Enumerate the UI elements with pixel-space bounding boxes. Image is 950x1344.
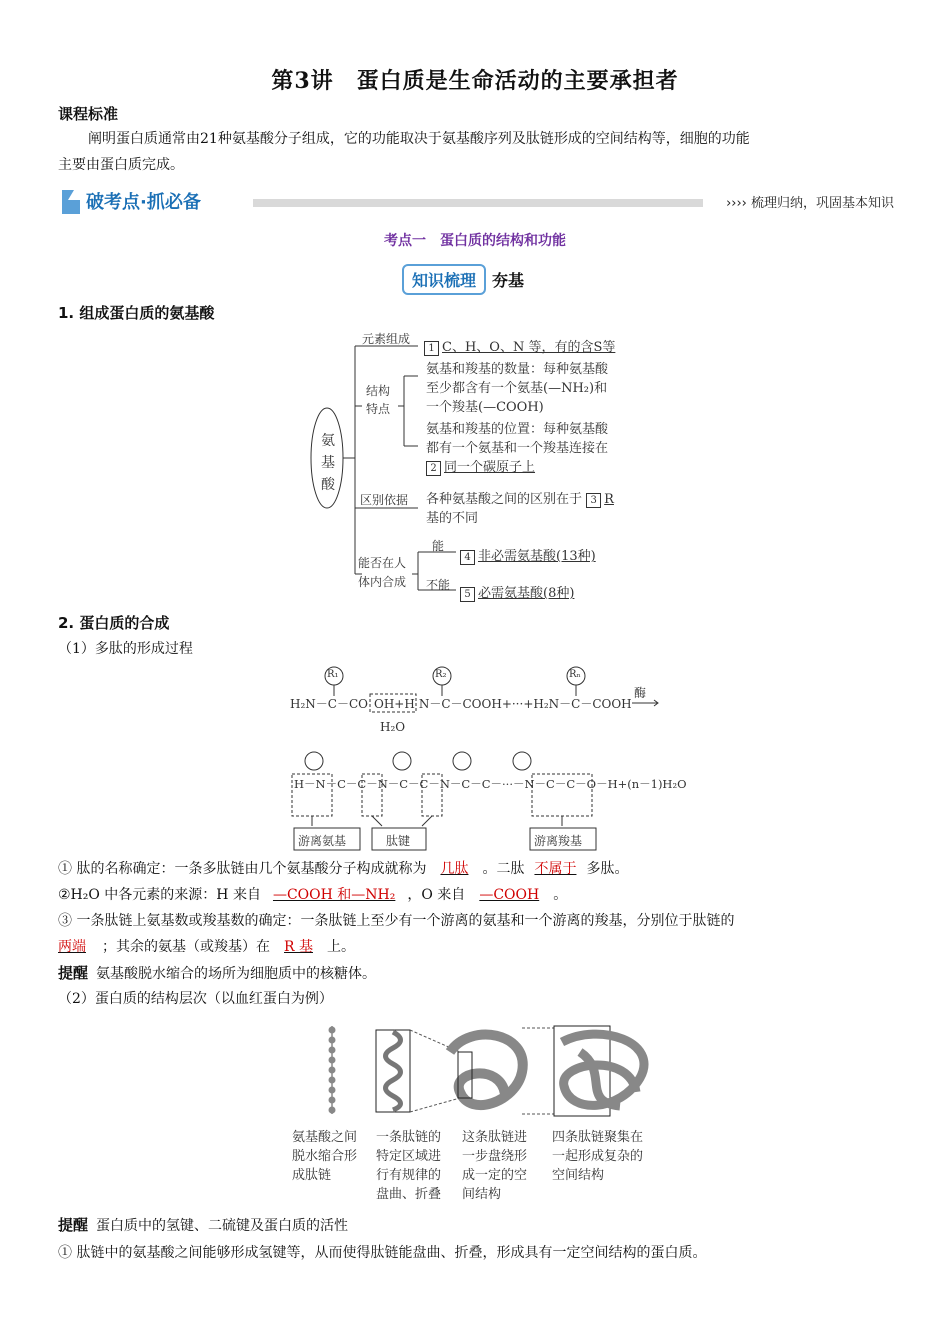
map-b4-item1: 4 非必需氨基酸(13种) [460, 545, 596, 565]
r1-label: R₁ [327, 669, 339, 680]
map-b2: 结构 特点 [366, 384, 391, 416]
map-can: 能 [432, 539, 445, 553]
peptide-diagram [286, 664, 687, 856]
map-b3-item: 各种氨基酸之间的区别在于 3 R 基的不同 [426, 492, 614, 526]
banner-stripe [253, 199, 703, 207]
banner-right-text: ›››› 梳理归纳，巩固基本知识 [726, 196, 894, 211]
map-b4: 能否在人 体内合成 [358, 556, 407, 589]
map-b2-item1: 氨基和羧基的数量：每种氨基酸 至少都含有一个氨基(—NH₂)和 一个羧基(—COOH) [426, 362, 609, 415]
enzyme-label: 酶 [634, 686, 647, 700]
free-amino-label: 游离氨基 [298, 834, 347, 848]
tip2-point1: ① 肽链中的氨基酸之间能够形成氢键等，从而使得肽链能盘曲、折叠，形成具有一定空间结构的蛋白质。 [58, 1245, 707, 1261]
course-standard-heading: 课程标准 [58, 105, 119, 123]
banner-corner-icon [58, 186, 86, 218]
caption-3: 这条肽链进 一步盘绕形 成一定的空 间结构 [462, 1130, 528, 1202]
map-b1: 元素组成 [362, 332, 411, 346]
peptide-chain: H－N－C－C－N－C－C－N－C－C－···－N－C－C－O－H+(n－1)H₂O [294, 777, 687, 791]
map-cannot: 不能 [426, 578, 451, 592]
peptide-bond-label: 肽键 [386, 834, 411, 848]
tip2: 提醒 蛋白质中的氢键、二硫键及蛋白质的活性 [58, 1216, 349, 1234]
water-label: H₂O [380, 720, 406, 734]
caption-4: 四条肽链聚集在 一起形成复杂的 空间结构 [552, 1130, 644, 1183]
sec2-heading: 2. 蛋白质的合成 [58, 614, 170, 632]
course-standard-line1: 阐明蛋白质通常由21种氨基酸分子组成，它的功能取决于氨基酸序列及肽链形成的空间结构等，细胞的功能 [88, 131, 750, 147]
point2: ②H₂O 中各元素的来源：H 来自 —COOH 和—NH₂ ，O 来自 —COOH 。 [58, 887, 568, 903]
map-b1-item: 1 C、H、O、N 等，有的含S等 [424, 336, 615, 356]
r2-label: R₂ [435, 669, 447, 680]
course-standard-line2: 主要由蛋白质完成。 [58, 157, 184, 173]
section-banner [58, 186, 894, 218]
kaodian-title: 考点一 蛋白质的结构和功能 [384, 233, 566, 249]
sec1-heading: 1. 组成蛋白质的氨基酸 [58, 304, 215, 322]
tip1: 提醒 氨基酸脱水缩合的场所为细胞质中的核糖体。 [58, 964, 377, 982]
reaction-line1: H₂N－C－CO OH+H N－C－COOH+···+H₂N－C－COOH [290, 697, 632, 711]
sec2-sub1: （1）多肽的形成过程 [58, 641, 193, 657]
map-b3: 区别依据 [360, 493, 409, 507]
point3-line2: 两端 ；其余的氨基（或羧基）在 R 基 上。 [58, 939, 355, 955]
map-root: 氨 基 酸 [321, 433, 335, 493]
zhishi-shuli-badge [402, 264, 524, 294]
caption-2: 一条肽链的 特定区域进 行有规律的 盘曲、折叠 [376, 1130, 442, 1202]
point3-line1: ③ 一条肽链上氨基数或羧基数的确定：一条肽链上至少有一个游离的氨基和一个游离的羧基，分别位于肽链的 [58, 913, 735, 929]
page-title: 第3讲 蛋白质是生命活动的主要承担者 [271, 68, 679, 94]
point1: ① 肽的名称确定：一条多肽链由几个氨基酸分子构成就称为 几肽 。二肽 不属于 多肽。 [58, 861, 629, 877]
caption-1: 氨基酸之间 脱水缩合形 成肽链 [292, 1130, 358, 1183]
zhishi-box: 知识梳理 [402, 264, 486, 295]
protein-structure-figure [300, 1022, 670, 1124]
map-b4-item2: 5 必需氨基酸(8种) [460, 582, 574, 602]
map-b2-item2: 氨基和羧基的位置：每种氨基酸 都有一个氨基和一个羧基连接在 2 同一个碳原子上 [426, 422, 609, 475]
free-carboxyl-label: 游离羧基 [534, 834, 583, 848]
banner-label: 破考点·抓必备 [86, 192, 201, 213]
peptide-diagram-lines [286, 664, 666, 856]
zhishi-tail: 夯基 [492, 271, 525, 290]
rn-label: Rₙ [569, 669, 581, 680]
sec2-sub2: （2）蛋白质的结构层次（以血红蛋白为例） [58, 991, 333, 1007]
